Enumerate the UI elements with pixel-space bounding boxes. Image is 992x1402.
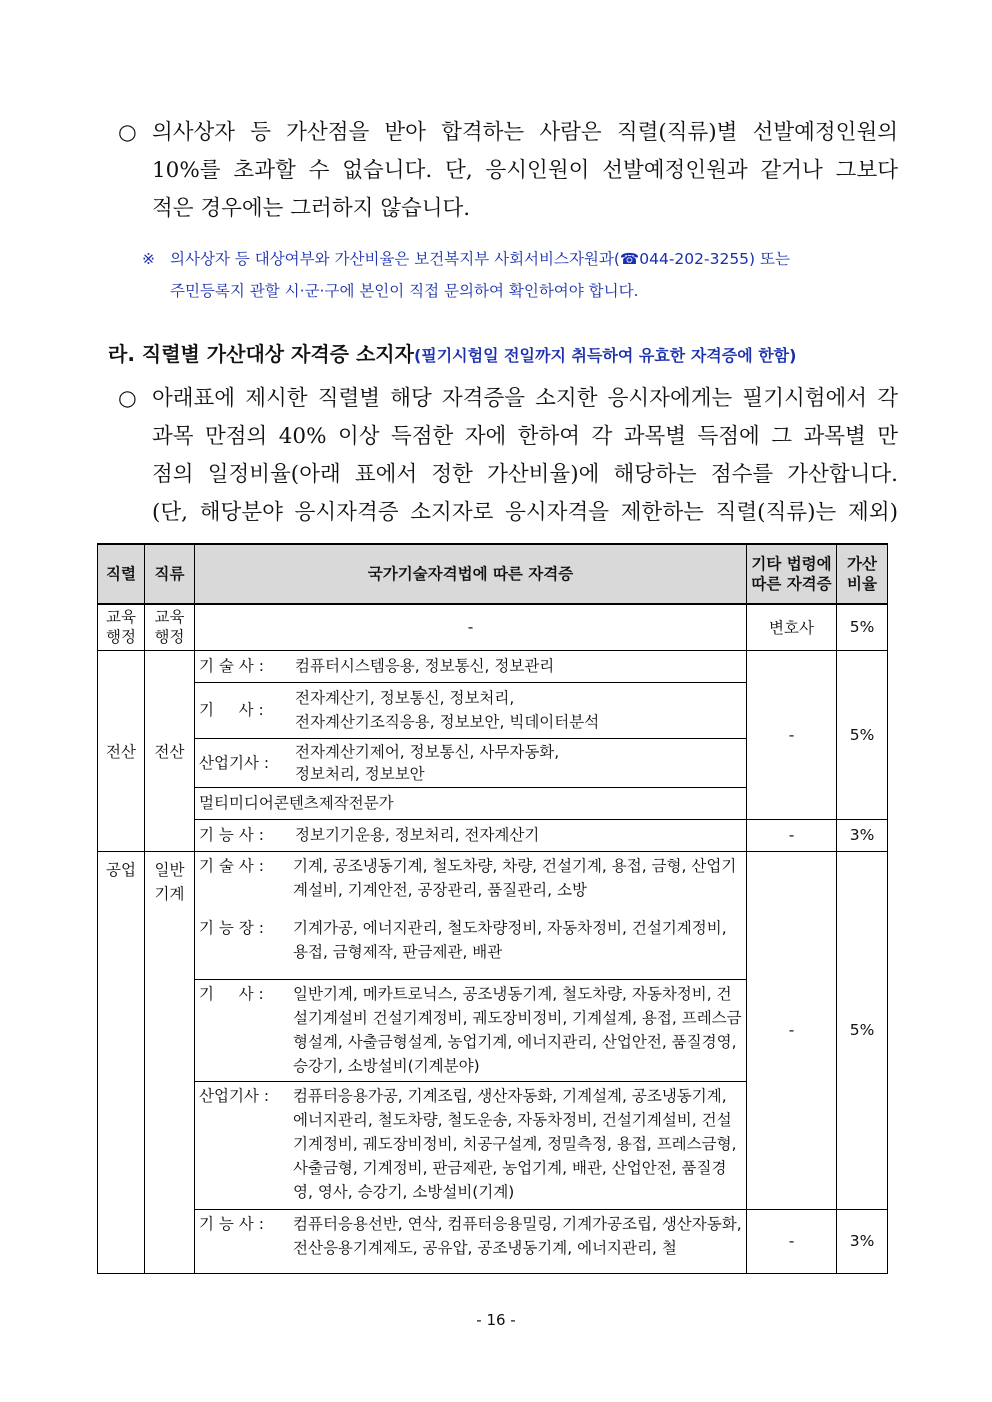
cell-other: - [747, 819, 837, 851]
cell-other: 변호사 [747, 604, 837, 650]
cell-cert [195, 1209, 747, 1273]
cell-other: - [747, 650, 837, 819]
cert-level: 기 사 : [199, 701, 264, 719]
cert-list: 정보기기운용, 정보처리, 전자계산기 [295, 826, 540, 844]
para1-line: 10%를 초과할 수 없습니다. 단, 응시인원이 선발예정인원과 같거나 그보다 [152, 158, 898, 183]
cell-cert [195, 979, 747, 1081]
cell-cert [195, 851, 747, 979]
para2-line: 아래표에 제시한 직렬별 해당 자격증을 소지한 응시자에게는 필기시험에서 각 [152, 386, 898, 411]
note-line: 의사상자 등 대상여부와 가산비율은 보건복지부 사회서비스자원과(☎044-202-3255) 또는 [170, 250, 790, 268]
cell-class [145, 604, 195, 650]
cert-list: 정보처리, 정보보안 [295, 764, 425, 783]
cell-text: 교육 [154, 608, 185, 627]
table-row [98, 1209, 888, 1273]
section-heading-sub: (필기시험일 전일까지 취득하여 유효한 자격증에 한함) [413, 346, 797, 365]
header-ratio [837, 544, 888, 604]
cert-level: 기 능 사 : [199, 1214, 264, 1233]
cell-other: - [747, 851, 837, 1209]
cell-class: 전산 [145, 650, 195, 851]
cell-cert [195, 819, 747, 851]
cert-level: 기 술 사 : [199, 657, 264, 675]
cell-cert: - [195, 604, 747, 650]
header-class: 직류 [145, 544, 195, 604]
cert-list: 기계, 공조냉동기계, 철도차량, 차량, 건설기계, 용접, 금형, 산업기계설비, 기계안전, 공장관리, 품질관리, 소방 [293, 856, 737, 899]
cell-ratio: 5% [837, 604, 888, 650]
cell-cert [195, 650, 747, 682]
cell-ratio: 5% [837, 650, 888, 819]
cell-cert: 멀티미디어콘텐츠제작전문가 [195, 787, 747, 819]
cell-ratio: 3% [837, 1209, 888, 1273]
table-row [98, 604, 888, 650]
cell-class [145, 851, 195, 1273]
cell-cert [195, 682, 747, 738]
table-header-row [98, 544, 888, 604]
header-ratio-line: 가산 [847, 555, 877, 573]
note-mark: ※ [142, 250, 155, 268]
para1-line: 의사상자 등 가산점을 받아 합격하는 사람은 직렬(직류)별 선발예정인원의 [152, 120, 898, 145]
cell-series: 공업 [98, 851, 145, 1273]
para2-line: 점의 일정비율(아래 표에서 정한 가산비율)에 해당하는 점수를 가산합니다. [152, 462, 898, 487]
cell-text: 교육 [106, 608, 136, 627]
cert-level: 기 사 : [199, 984, 264, 1003]
cert-list: 전자계산기, 정보통신, 정보처리, [295, 689, 515, 707]
cell-cert [195, 738, 747, 787]
header-series: 직렬 [98, 544, 145, 604]
cell-series [98, 604, 145, 650]
paragraph-bonus-limit [118, 114, 898, 228]
cert-list: 컴퓨터응용선반, 연삭, 컴퓨터응용밀링, 기계가공조립, 생산자동화, 전산응용기계제도, 공유압, 공조냉동기계, 에너지관리, 철 [293, 1214, 742, 1257]
header-cert: 국가기술자격법에 따른 자격증 [195, 544, 747, 604]
cell-series: 전산 [98, 650, 145, 851]
cell-text: 행정 [154, 628, 185, 647]
bullet-circle: ○ [118, 386, 137, 411]
cell-ratio: 5% [837, 851, 888, 1209]
cert-list: 컴퓨터시스템응용, 정보통신, 정보관리 [295, 657, 555, 675]
cell-text: 일반 [154, 860, 185, 879]
cert-level: 기 능 사 : [199, 826, 264, 844]
header-other [747, 544, 837, 604]
cell-text: 기계 [154, 884, 185, 903]
header-other-line: 따른 자격증 [751, 575, 832, 593]
cell-other: - [747, 1209, 837, 1273]
cert-list: 전자계산기조직응용, 정보보안, 빅데이터분석 [295, 713, 600, 731]
cell-text: 행정 [106, 628, 136, 647]
cert-level: 산업기사 : [199, 1086, 270, 1105]
paragraph-cert-bonus [118, 380, 898, 532]
note-inquiry [142, 243, 898, 307]
table-row [98, 650, 888, 682]
cert-list: 일반기계, 메카트로닉스, 공조냉동기계, 철도차량, 자동차정비, 건설기계설비 건설기계정비, 궤도장비정비, 기계설계, 용접, 프레스금형설계, 사출금형설계, 농업기계, 에너지관리, 산업안전, 품질경영, 승강기, 소방설비(기계분야) [293, 984, 742, 1075]
cert-list: 컴퓨터응용가공, 기계조립, 생산자동화, 기계설계, 공조냉동기계, 에너지관리, 철도차량, 철도운송, 자동차정비, 건설기계설비, 건설기계정비, 궤도장비정비, 치공구설계, 정밀측정, 용접, 프레스금형, 사출금형, 기계정비, 판금제관, 농업기계, 배관, 산업안전, 품질경영, 영사, 승강기, 소방설비(기계) [293, 1086, 737, 1201]
cert-level: 산업기사 : [199, 753, 270, 772]
header-ratio-line: 비율 [847, 575, 877, 593]
para2-line: 과목 만점의 40% 이상 득점한 자에 한하여 각 과목별 득점에 그 과목별 만 [152, 424, 898, 449]
cert-list: 기계가공, 에너지관리, 철도차량정비, 자동차정비, 건설기계정비, 용접, 금형제작, 판금제관, 배관 [293, 918, 727, 961]
page-number: - 16 - [476, 1311, 516, 1329]
table-row [98, 851, 888, 979]
bullet-circle: ○ [118, 120, 137, 145]
section-heading-main: 라. 직렬별 가산대상 자격증 소지자 [108, 342, 414, 366]
table-row [98, 819, 888, 851]
cell-ratio: 3% [837, 819, 888, 851]
cert-bonus-table [97, 543, 888, 1274]
section-heading [108, 338, 796, 367]
para2-line: (단, 해당분야 응시자격증 소지자로 응시자격을 제한하는 직렬(직류)는 제외) [152, 500, 898, 525]
cert-level: 기 능 장 : [199, 918, 264, 937]
cert-level: 기 술 사 : [199, 856, 264, 875]
note-line: 주민등록지 관할 시·군·구에 본인이 직접 문의하여 확인하여야 합니다. [170, 282, 639, 300]
cell-cert [195, 1081, 747, 1209]
para1-line: 적은 경우에는 그러하지 않습니다. [152, 196, 471, 221]
cert-list: 전자계산기제어, 정보통신, 사무자동화, [295, 742, 560, 761]
header-other-line: 기타 법령에 [751, 555, 832, 573]
